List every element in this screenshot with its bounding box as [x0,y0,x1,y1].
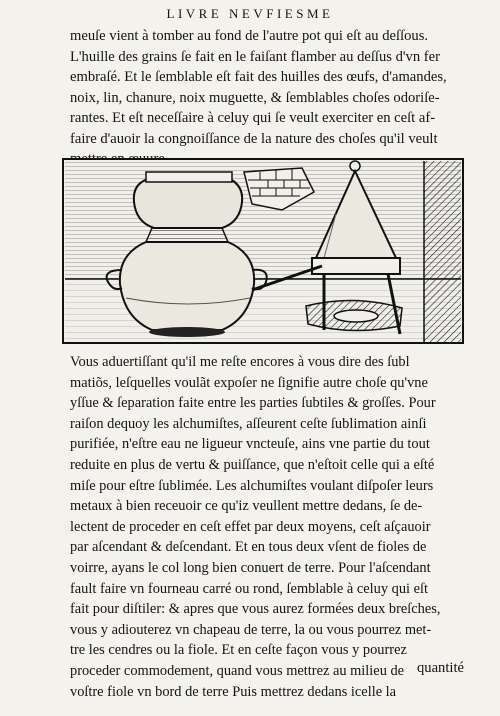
text-line: purifiée, n'eſtre eau ne ligueur vncteuſe, ains vne partie du tout [70,436,430,453]
text-line: noix, lin, chanure, noix muguette, & ſemblables choſes odoriſe- [70,89,440,106]
main-paragraph [70,352,460,702]
catchword: quantité [416,660,464,676]
top-paragraph [70,26,460,170]
text-line: yſſue & ſeparation faite entre les parties ſubtiles & groſſes. Pour [70,395,436,412]
text-line: faire d'auoir la congnoiſſance de la nature des choſes qu'il veult [70,130,438,147]
text-line: miſe pour eſtre ſublimée. Les alchumiſtes voulant diſpoſer leurs [70,477,434,494]
text-line: reduite en plus de vertu & puiſſance, que n'eſtoit celle qui a eſté [70,456,435,473]
text-line: vous y adiouterez vn chapeau de terre, la ou vous pourrez met- [70,621,432,638]
text-line: tre les cendres ou la fiole. Et en ceſte façon vous y pourrez [70,642,407,659]
text-line: L'huille des grains ſe fait en le faiſant flamber au deſſus d'vn fer [70,48,440,65]
text-line: embraſé. Et le ſemblable eſt fait des huilles des œufs, d'amandes, [70,69,447,85]
text-line: fait pour diſtiler: & apres que vous aurez formées deux breſches, [70,601,441,618]
running-head: LIVRE NEVFIESME [166,6,334,21]
text-line: rantes. Et eſt neceſſaire à celuy qui ſe veult exerciter en ceſt af- [70,110,436,126]
text-line: voirre, ayans le col long bien conuert de terre. Pour l'aſcendant [70,559,431,576]
woodcut-illustration [62,158,464,344]
right-pillar [424,161,461,342]
text-line: proceder commodement, quand vous mettrez au milieu de [70,662,405,679]
text-line: matiõs, leſquelles voulãt expoſer ne ſignifie autre choſe qu'vne [70,374,428,391]
text-line: fault faire vn fourneau carré ou rond, ſemblable à celuy qui eſt [70,580,429,597]
text-line: voſtre fiole vn bord de terre Puis mettrez dedans icelle la [70,683,397,700]
text-line: lectent de proceder en ceſt effet par deux moyens, ceſt aſçauoir [70,518,431,535]
text-line: Vous aduertiſſant qu'il me reſte encores à vous dire des ſubl [70,354,410,370]
text-line: par aſcendant & deſcendant. Et en tous deux vſent de fioles de [70,539,427,556]
text-line: metaux à bien receuoir ce qu'iz veullent mettre dedans, ſe de- [70,498,423,515]
text-line: meuſe vient à tomber au fond de l'autre pot qui eſt au deſſous. [70,28,429,44]
text-line: raiſon dequoy les alchumiſtes, aſſeurent ceſte ſublimation ainſi [70,415,427,432]
